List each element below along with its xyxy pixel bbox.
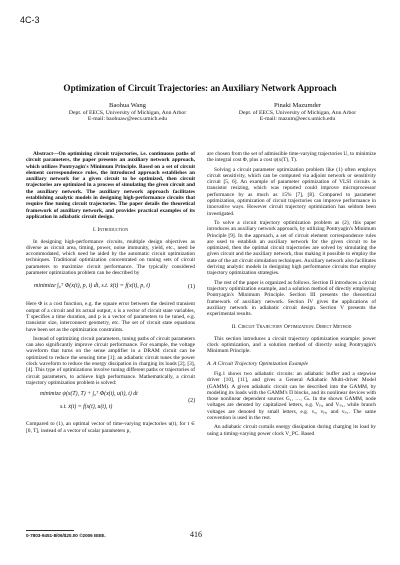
session-label: 4C-3 xyxy=(20,15,40,25)
author-affiliation: Dept. of EECS, University of Michigan, Ann Arbor xyxy=(238,109,357,116)
paragraph: An adiabatic circuit curtails energy dissipation during charging its load by using a timing-varying power clock V_PC. Based xyxy=(207,424,376,437)
paragraph: Here Φ is a cost function, e.g. the square error between the desired transient output of a circuit and its actual output, x is a vector of circuit state variables, T specifies a time duration, and p is a vector of parameters to be tuned, e.g. transistor size, interconnect geometry, etc. The set of circuit state equations have been set as the optimization constraints. xyxy=(26,301,195,333)
equation-line: minimize ψ(x(T), T) + ∫₀ᵀ Φ(x(t), u(t), t) dt xyxy=(40,391,138,398)
paragraph: This section introduces a circuit trajectory optimization example: power clock optimization, and a solution method of directly using Pontryagin's Minimum Principle. xyxy=(207,335,376,355)
paragraph: In designing high-performance circuits, multiple design objectives as diverse as circuit area, timing, power, noise immunity, yield, etc., need be accommodated, which need be aided by the automatic circuit optimization techniques. Traditional optimization concentrated on tuning sets of circuit parameters to maximize circuit performance. The typically considered parameter optimization problem can be described by xyxy=(26,238,195,277)
equation-1 xyxy=(26,280,195,296)
paragraph: To solve a circuit trajectory optimization problem as (2), this paper introduces an auxiliary network approach, by utilizing Pontryagin's Minimum Principle [9]. In the approach, a set of circuit element correspondence rules are used to establish an auxiliary network for the given circuit to be optimized, then the optimal circuit trajectories are solved by simulating the given circuit and the auxiliary network, thus making it possible to employ the state of the art circuit simulation techniques. Auxiliary network also facilitates deriving analytic models in designing high performance circuits that employ trajectory optimization strategies. xyxy=(207,219,376,277)
section-heading: II. Circuit Trajectory Optimization: Direct Method xyxy=(231,324,352,331)
author-block-2 xyxy=(210,103,385,123)
equation-line: s.t. ẋ(t) = f(x(t), u(t), t) xyxy=(60,404,113,411)
subsection-heading: A. A Circuit Trajectory Optimization Example xyxy=(207,360,309,367)
paragraph: The rest of the paper is organized as follows. Section II introduces a circuit trajectory optimization example, and a solution method of directly employing Pontryagin's Minimum Principle. Section III presents the theoretical framework of auxiliary network. Section IV gives the applications of auxiliary network in adiabatic circuit design. Section V presents the experimental results. xyxy=(207,279,376,318)
author-email: E-mail: mazum@eecs.umich.edu xyxy=(259,116,336,123)
paper-title: Optimization of Circuit Trajectories: an Auxiliary Network Approach xyxy=(63,83,337,93)
paragraph: Compared to (1), an optimal vector of time-varying trajectories u(t), for t ∈ [0, T], instead of a vector of scalar parameters p, xyxy=(26,421,195,434)
author-affiliation: Dept. of EECS, University of Michigan, Ann Arbor xyxy=(68,109,187,116)
author-name: Baohua Wang xyxy=(109,102,146,109)
copyright-footer: 0-7803-9451-8/06/$20.00 ©2006 IEEE. xyxy=(26,533,106,538)
equation-number: (1) xyxy=(188,284,195,291)
footer-rule xyxy=(26,530,74,531)
author-name: Pinaki Mazumder xyxy=(273,102,322,109)
equation-number: (2) xyxy=(188,398,195,405)
paragraph: are chosen from the set of admissible time-varying trajectories U, to minimize the integral cost Φ, plus a cost ψ(x(T), T). xyxy=(207,151,376,164)
paragraph: Fig.1 shows two adiabatic circuits: an adiabatic buffer and a stepwise driver [10], [11], and gives a General Adiabatic Multi-driver Model (GAMM). A given adiabatic circuit can be described into the GAMM, by modeling its loads with the GAMM's Π blocks, and its nonlinear devices with those nonlinear dependent sources G₁, …, Gₗ. In the shown GAMM, node voltages are denoted by capitalized letters, e.g. Vₚ₀ and Vₚ₁, while branch voltages are denoted by small letters, e.g. vₓ, vₚ₀ and vₚ₁. The same convention is used in the rest. xyxy=(207,370,376,421)
left-column xyxy=(26,151,195,437)
equation-body: minimize ∫₀ᵀ Φ(x(t), p, t) dt, s.t. ẋ(t) = f(x(t), p, t) xyxy=(34,283,150,290)
equation-2 xyxy=(26,390,195,416)
paragraph: Instead of optimizing circuit parameters, tuning paths of circuit parameters can also significantly improve circuit performance. For example, the voltage waveform that turns on the sense amplifier in a DRAM circuit can be optimized to reduce the sensing time [1]; an adiabatic circuit tunes the power clock waveform to reduce the energy dissipation in charging its loads [2], [3], [4]. This type of optimizations involve tuning different paths or trajectories of circuit parameters, to achieve high performance. Mathematically, a circuit trajectory optimization problem is solved: xyxy=(26,335,195,386)
abstract: Abstract—On optimizing circuit trajectories, i.e. continuous paths of circuit parameters, the paper presents an auxiliary network approach, which utilizes Pontryagin's Minimum Principle. Based on a set of circuit element correspondence rules, the introduced approach establishes an auxiliary network for a given circuit to be optimized, then circuit trajectories are optimized in a process of simulating the given circuit and the auxiliary network. The auxiliary network approach facilitates establishing analytic models in designing high-performance circuits that require fine tuning circuit trajectories. The paper details the theoretical framework of auxiliary network, and provides practical examples of its application in adiabatic circuit design. xyxy=(26,151,195,220)
author-email: E-mail: baohuaw@eecs.umich.edu xyxy=(87,116,168,123)
author-block-1 xyxy=(40,103,215,123)
right-column xyxy=(207,151,376,440)
page-number: 416 xyxy=(190,530,202,539)
paragraph: Solving a circuit parameter optimization problem like (1) often employs circuit sensitivity, which can be computed via adjoint network or sensitivity circuit [5, 6]. An example of parameter optimization of VLSI circuits is transistor resizing, which was reported could improve microprocessor performance by as much as 15% [7], [8]. Compared to parameter optimization, optimization of circuit trajectories can improve performance in innovative ways. However circuit trajectory optimization has seldom been investigated. xyxy=(207,166,376,217)
section-heading: I. Introduction xyxy=(92,227,129,234)
